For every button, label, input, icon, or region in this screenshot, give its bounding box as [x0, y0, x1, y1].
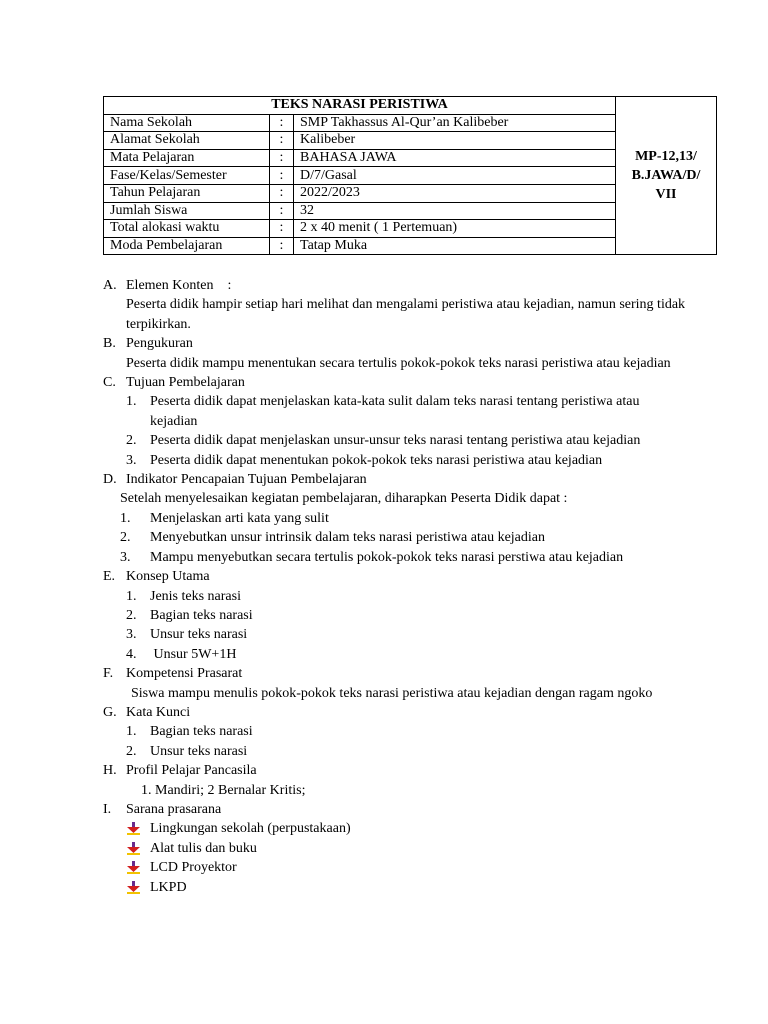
- row-value: BAHASA JAWA: [294, 149, 616, 167]
- row-colon: :: [270, 237, 294, 255]
- section-heading: [103, 703, 703, 722]
- section-intro: Setelah menyelesaikan kegiatan pembelajaran, diharapkan Peserta Didik dapat :: [120, 491, 568, 507]
- section-title: Tujuan Pembelajaran: [126, 375, 245, 391]
- section-marker: A.: [103, 278, 117, 293]
- arrow-bullet-icon: [127, 881, 141, 900]
- list-number: 1.: [126, 394, 137, 410]
- row-colon: :: [270, 114, 294, 132]
- list-text: Menjelaskan arti kata yang sulit: [150, 510, 329, 526]
- section-title: Elemen Konten :: [126, 278, 232, 293]
- row-value: 32: [294, 202, 616, 220]
- document-code: MP-12,13/ B.JAWA/D/ VII: [616, 97, 717, 255]
- list-number: 2.: [120, 530, 131, 546]
- list-number: 3.: [120, 549, 131, 565]
- document-title: TEKS NARASI PERISTIWA: [104, 97, 616, 115]
- list-text: LCD Proyektor: [150, 860, 237, 876]
- list-number: 2.: [126, 433, 137, 449]
- list-number: 3.: [126, 452, 137, 468]
- list-item: [103, 606, 680, 625]
- list-text: Bagian teks narasi: [150, 607, 253, 623]
- list-item: [103, 878, 703, 897]
- row-value: 2 x 40 menit ( 1 Pertemuan): [294, 220, 616, 238]
- row-label: Mata Pelajaran: [104, 149, 270, 167]
- section-marker: E.: [103, 569, 116, 585]
- section-marker: F.: [103, 666, 114, 682]
- section-heading: [103, 276, 703, 295]
- list-text: Peserta didik dapat menjelaskan unsur-unsur teks narasi tentang peristiwa atau kejadian: [150, 433, 641, 449]
- section-title: Sarana prasarana: [126, 801, 222, 817]
- section-heading: [103, 800, 703, 819]
- row-value: SMP Takhassus Al-Qur’an Kalibeber: [294, 114, 616, 132]
- section-title: Konsep Utama: [126, 569, 210, 585]
- section-marker: C.: [103, 375, 116, 391]
- row-colon: :: [270, 184, 294, 202]
- list-text: Alat tulis dan buku: [150, 840, 257, 856]
- row-label: Alamat Sekolah: [104, 132, 270, 150]
- list-text: Mampu menyebutkan secara tertulis pokok-pokok teks narasi perstiwa atau kejadian: [150, 549, 624, 565]
- list-text: LKPD: [150, 879, 187, 895]
- list-item: [103, 528, 703, 547]
- section-marker: I.: [103, 801, 112, 817]
- section-marker: B.: [103, 336, 116, 352]
- section-title: Pengukuran: [126, 336, 193, 352]
- section-text: Peserta didik mampu menentukan secara tertulis pokok-pokok teks narasi peristiwa atau kejadian: [126, 355, 671, 371]
- section-marker: D.: [103, 472, 117, 488]
- row-value: D/7/Gasal: [294, 167, 616, 185]
- list-text: Lingkungan sekolah (perpustakaan): [150, 821, 351, 837]
- row-label: Fase/Kelas/Semester: [104, 167, 270, 185]
- list-number: 1.: [126, 724, 137, 740]
- row-label: Nama Sekolah: [104, 114, 270, 132]
- section-title: Kompetensi Prasarat: [126, 666, 243, 682]
- section-heading: [103, 761, 703, 780]
- row-label: Moda Pembelajaran: [104, 237, 270, 255]
- section-heading: [103, 567, 703, 586]
- row-value: 2022/2023: [294, 184, 616, 202]
- section-title: Profil Pelajar Pancasila: [126, 763, 257, 779]
- list-item: [103, 819, 703, 838]
- list-item: [103, 587, 680, 606]
- list-item: [103, 431, 650, 450]
- row-colon: :: [270, 167, 294, 185]
- list-text: Bagian teks narasi: [150, 724, 253, 740]
- list-number: 1.: [120, 510, 131, 526]
- list-text: Unsur teks narasi: [150, 743, 248, 759]
- list-item: [103, 839, 703, 858]
- row-colon: :: [270, 220, 294, 238]
- section-heading: [103, 664, 703, 683]
- list-item: [103, 722, 680, 741]
- list-text: Menyebutkan unsur intrinsik dalam teks narasi peristiwa atau kejadian: [150, 530, 546, 546]
- section-marker: G.: [103, 704, 117, 720]
- section-text: Peserta didik hampir setiap hari melihat dan mengalami peristiwa atau kejadian, namun sering tidak terpikirkan.: [126, 297, 686, 332]
- row-colon: :: [270, 202, 294, 220]
- list-number: 2.: [126, 607, 137, 623]
- list-text: Unsur 5W+1H: [150, 646, 237, 662]
- section-text: 1. Mandiri; 2 Bernalar Kritis;: [141, 782, 306, 798]
- list-number: 1.: [126, 588, 137, 604]
- section-text: Siswa mampu menulis pokok-pokok teks narasi peristiwa atau kejadian dengan ragam ngoko: [131, 685, 653, 701]
- list-number: 2.: [126, 743, 137, 759]
- section-title: Kata Kunci: [126, 704, 191, 720]
- list-text: Peserta didik dapat menjelaskan kata-kata sulit dalam teks narasi tentang peristiwa atau kejadian: [150, 394, 640, 429]
- section-heading: [103, 334, 703, 353]
- document-body: [103, 276, 703, 897]
- list-item: [103, 509, 703, 528]
- row-value: Tatap Muka: [294, 237, 616, 255]
- list-item: [103, 858, 703, 877]
- row-label: Jumlah Siswa: [104, 202, 270, 220]
- list-item: [103, 451, 710, 470]
- list-item: [103, 392, 670, 431]
- section-heading: [103, 470, 703, 489]
- section-title: Indikator Pencapaian Tujuan Pembelajaran: [126, 472, 367, 488]
- row-label: Tahun Pelajaran: [104, 184, 270, 202]
- section-marker: H.: [103, 763, 117, 779]
- row-value: Kalibeber: [294, 132, 616, 150]
- list-item: [103, 625, 680, 644]
- row-label: Total alokasi waktu: [104, 220, 270, 238]
- list-text: Peserta didik dapat menentukan pokok-pokok teks narasi peristiwa atau kejadian: [150, 452, 603, 468]
- section-heading: [103, 373, 703, 392]
- list-item: [103, 742, 680, 761]
- list-item: [103, 548, 703, 567]
- header-table: [103, 96, 717, 255]
- list-item: [103, 645, 680, 664]
- list-text: Unsur teks narasi: [150, 627, 248, 643]
- list-number: 3.: [126, 627, 137, 643]
- list-text: Jenis teks narasi: [150, 588, 241, 604]
- list-number: 4.: [126, 646, 137, 662]
- row-colon: :: [270, 132, 294, 150]
- row-colon: :: [270, 149, 294, 167]
